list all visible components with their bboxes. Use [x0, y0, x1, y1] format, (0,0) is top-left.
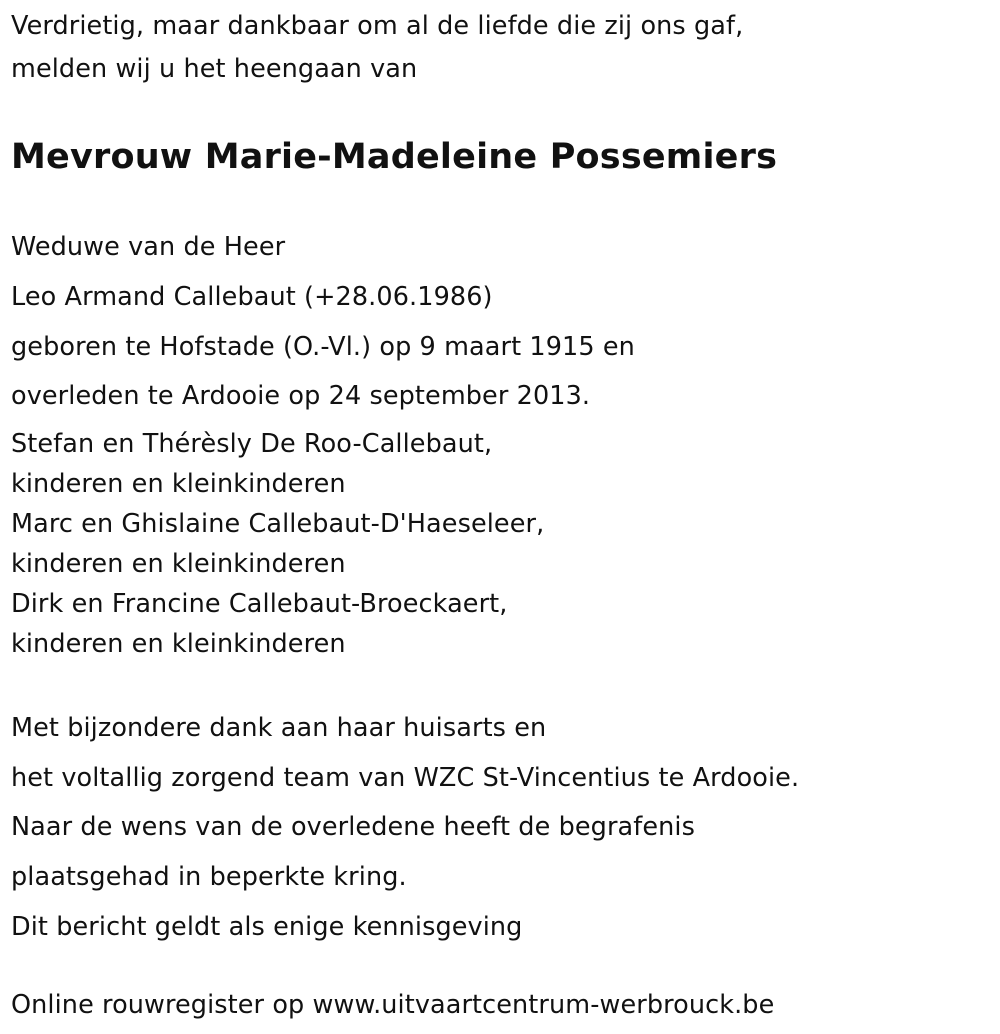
bio-line: Leo Armand Callebaut (+28.06.1986) — [11, 281, 493, 312]
family-line: kinderen en kleinkinderen — [11, 629, 346, 660]
family-line: kinderen en kleinkinderen — [11, 549, 346, 580]
bio-line: Weduwe van de Heer — [11, 232, 286, 262]
thanks-line: Naar de wens van de overledene heeft de begrafenis — [11, 812, 695, 843]
thanks-line: Met bijzondere dank aan haar huisarts en — [11, 713, 547, 744]
online-register-text: Online rouwregister op www.uitvaartcentrum-werbrouck.be — [11, 990, 775, 1021]
deceased-name: Mevrouw Marie-Madeleine Possemiers — [11, 137, 778, 177]
death-notice — [11, 0, 991, 1025]
family-line: Dirk en Francine Callebaut-Broeckaert, — [11, 589, 508, 620]
bio-text — [11, 223, 991, 422]
bio-line: geboren te Hofstade (O.-Vl.) op 9 maart 1915 en — [11, 331, 635, 362]
thanks-text — [11, 704, 991, 952]
family-line: kinderen en kleinkinderen — [11, 469, 346, 500]
thanks-line: Dit bericht geldt als enige kennisgeving — [11, 911, 523, 942]
intro-line: Verdrietig, maar dankbaar om al de liefde die zij ons gaf, — [11, 11, 744, 41]
online-register — [11, 985, 991, 1025]
intro-text — [11, 0, 991, 94]
intro-line: melden wij u het heengaan van — [11, 54, 418, 84]
family-list — [11, 424, 991, 664]
bio-line: overleden te Ardooie op 24 september 2013. — [11, 381, 591, 412]
family-line: Marc en Ghislaine Callebaut-D'Haeseleer, — [11, 509, 545, 540]
thanks-line: het voltallig zorgend team van WZC St-Vincentius te Ardooie. — [11, 762, 800, 793]
family-line: Stefan en Thérèsly De Roo-Callebaut, — [11, 429, 493, 460]
thanks-line: plaatsgehad in beperkte kring. — [11, 861, 407, 892]
